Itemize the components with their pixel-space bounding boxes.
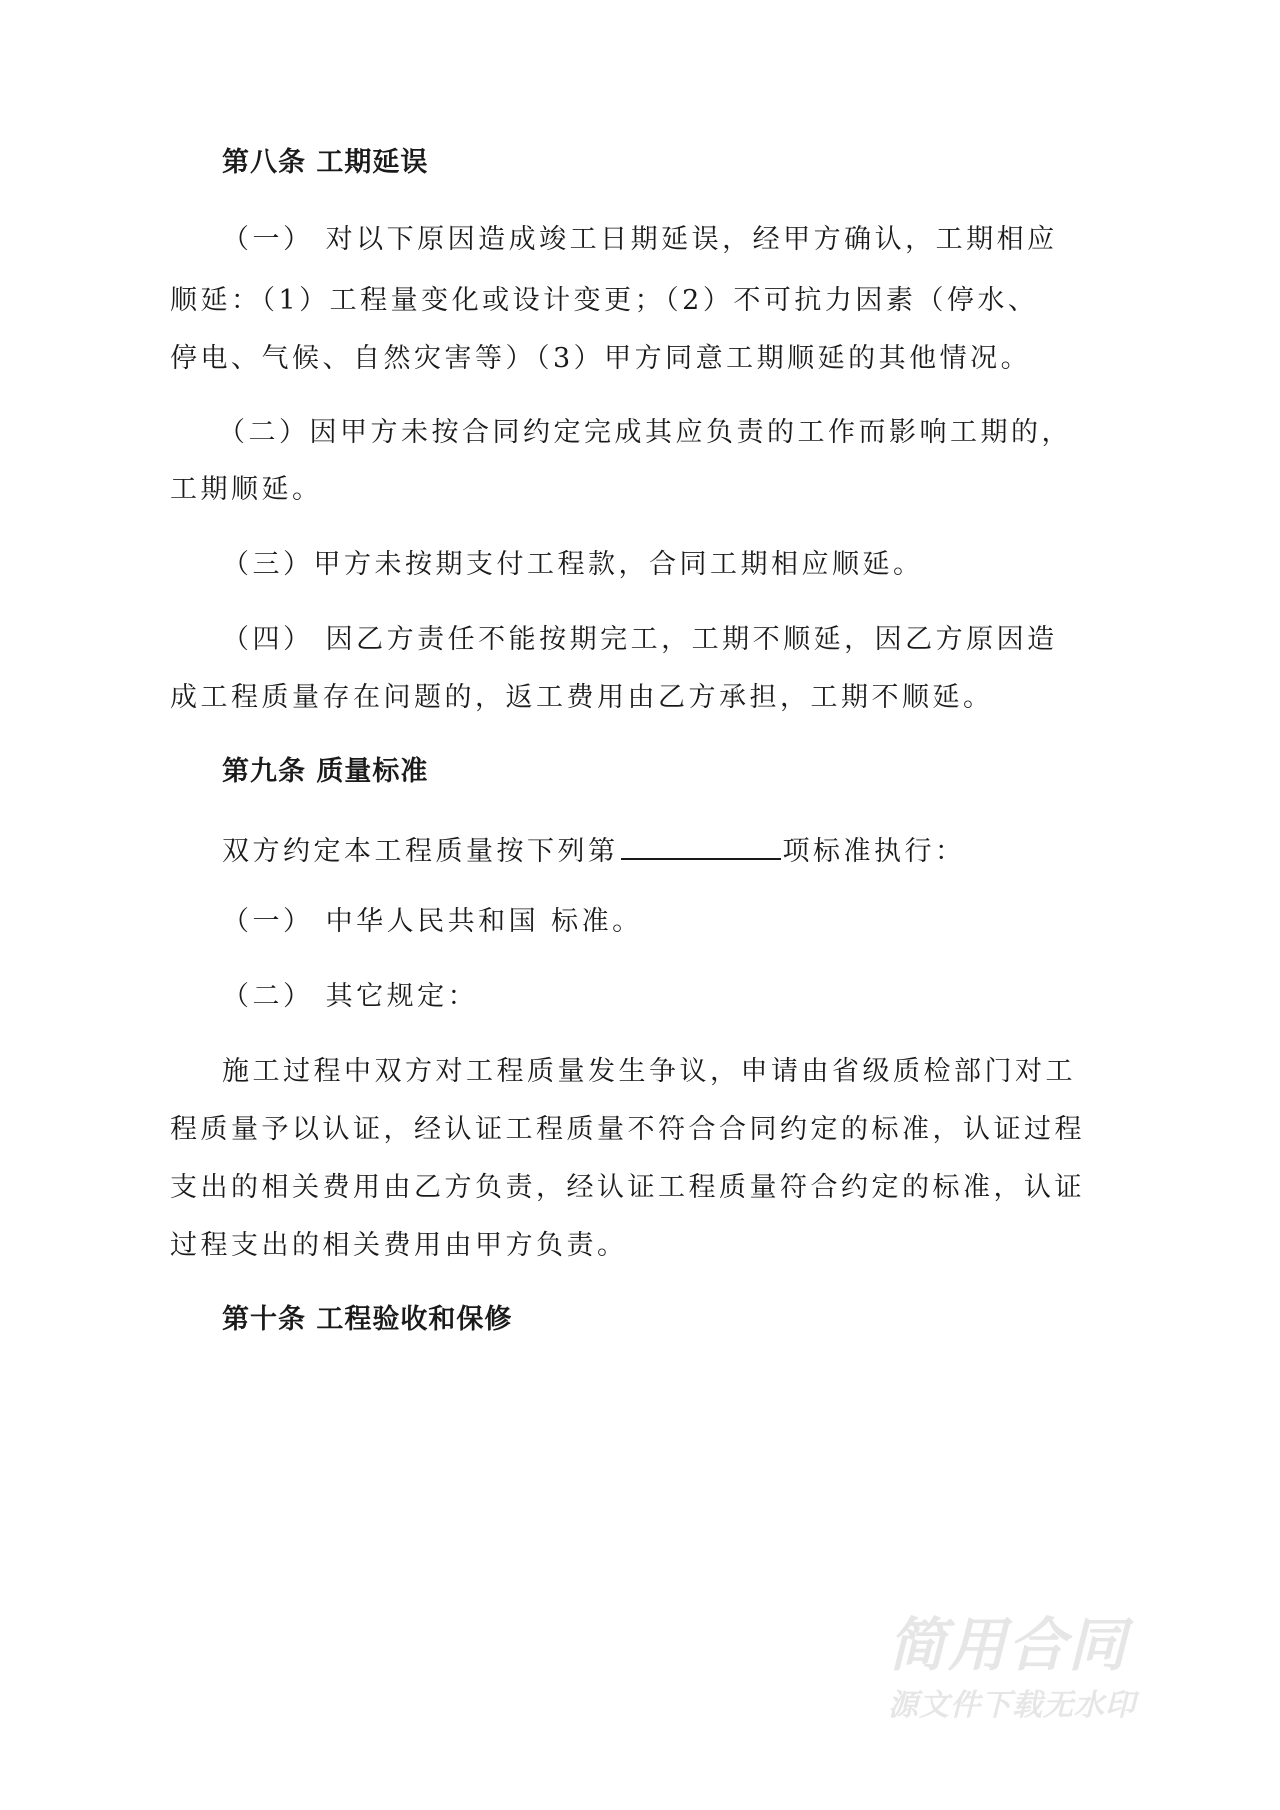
- article-8-heading: 第八条 工期延误: [222, 147, 429, 178]
- article-8-line-5: 工期顺延。: [170, 474, 323, 505]
- article-9-line-4: 程质量予以认证，经认证工程质量不符合合同约定的标准，认证过程: [170, 1114, 1085, 1145]
- article-9-heading: 第九条 质量标准: [222, 756, 429, 787]
- article-8-line-3: 停电、气候、自然灾害等）（3）甲方同意工期顺延的其他情况。: [170, 343, 1032, 374]
- article-9-line-6: 过程支出的相关费用由甲方负责。: [170, 1230, 628, 1261]
- article-8-line-2: 顺延：（1）工程量变化或设计变更；（2）不可抗力因素（停水、: [170, 285, 1039, 316]
- watermark-subtitle: 源文件下载无水印: [888, 1688, 1136, 1723]
- article-10-heading: 第十条 工程验收和保修: [222, 1304, 513, 1335]
- article-9-line-2: （二） 其它规定：: [222, 981, 479, 1012]
- standard-item-blank: [621, 834, 781, 860]
- quality-standard-prefix: 双方约定本工程质量按下列第: [222, 836, 619, 867]
- article-8-line-4: （二）因甲方未按合同约定完成其应负责的工作而影响工期的，: [218, 417, 1072, 448]
- article-8-line-1: （一） 对以下原因造成竣工日期延误，经甲方确认，工期相应: [222, 224, 1058, 255]
- article-8-line-8: 成工程质量存在问题的，返工费用由乙方承担，工期不顺延。: [170, 682, 994, 713]
- watermark-title: 简用合同: [888, 1611, 1129, 1679]
- article-8-line-7: （四） 因乙方责任不能按期完工，工期不顺延，因乙方原因造: [222, 624, 1058, 655]
- article-9-line-5: 支出的相关费用由乙方负责，经认证工程质量符合约定的标准，认证: [170, 1172, 1085, 1203]
- quality-standard-line: [222, 834, 966, 865]
- article-8-line-6: （三）甲方未按期支付工程款，合同工期相应顺延。: [222, 549, 924, 580]
- article-9-line-3: 施工过程中双方对工程质量发生争议，申请由省级质检部门对工: [222, 1056, 1076, 1087]
- quality-standard-suffix: 项标准执行：: [782, 836, 966, 867]
- article-9-line-1: （一） 中华人民共和国 标准。: [222, 906, 643, 937]
